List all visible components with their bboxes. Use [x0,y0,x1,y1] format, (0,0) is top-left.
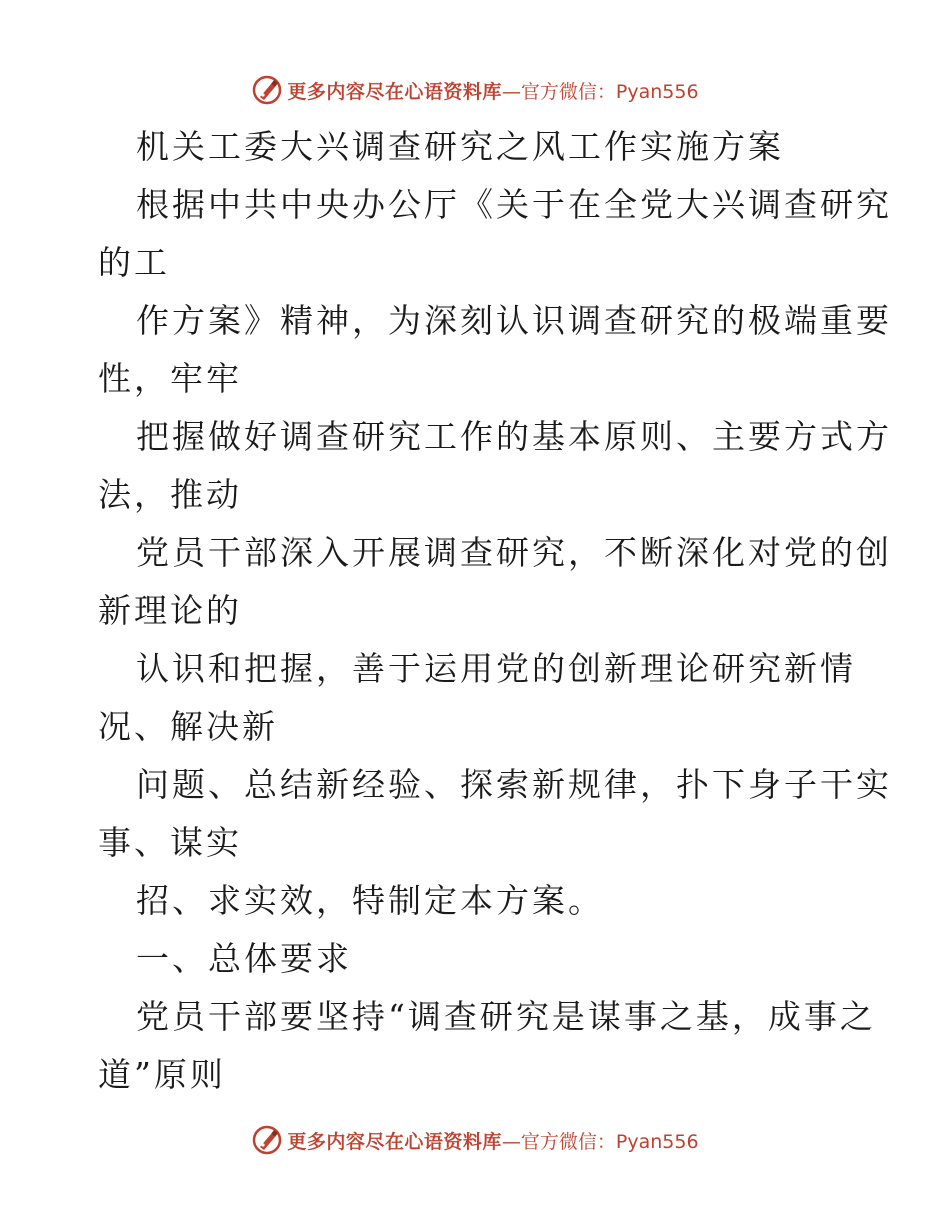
banner-text: 更多内容尽在心语资料库 [287,1130,502,1153]
paragraph-line: 况、解决新 [98,707,278,746]
pen-nib-logo-icon [251,74,283,106]
paragraph-line: 认识和把握，善于运用党的创新理论研究新情 [136,649,856,688]
footer-watermark-banner [0,1120,950,1160]
pen-nib-logo-icon [251,1124,283,1156]
section-heading: 一、总体要求 [136,939,352,978]
paragraph-line: 新理论的 [98,591,242,630]
paragraph-line: 党员干部要坚持“调查研究是谋事之基，成事之 [136,997,876,1036]
document-title: 机关工委大兴调查研究之风工作实施方案 [136,127,784,166]
banner-wechat: —官方微信：Pyan556 [501,1130,699,1153]
paragraph-line: 事、谋实 [98,823,242,862]
paragraph-line: 招、求实效，特制定本方案。 [136,881,604,920]
document-body [98,118,892,1104]
paragraph-line: 性，牢牢 [98,359,242,398]
header-watermark-banner [0,70,950,110]
paragraph-line: 道”原则 [98,1055,226,1094]
banner-wechat: —官方微信：Pyan556 [501,80,699,103]
paragraph-line: 的工 [98,243,170,282]
paragraph-line: 把握做好调查研究工作的基本原则、主要方式方 [136,417,892,456]
paragraph-line: 作方案》精神，为深刻认识调查研究的极端重要 [136,301,892,340]
paragraph-line: 党员干部深入开展调查研究，不断深化对党的创 [136,533,892,572]
paragraph-line: 问题、总结新经验、探索新规律，扑下身子干实 [136,765,892,804]
paragraph-line: 法，推动 [98,475,242,514]
banner-text: 更多内容尽在心语资料库 [287,80,502,103]
paragraph-line: 根据中共中央办公厅《关于在全党大兴调查研究 [136,185,892,224]
